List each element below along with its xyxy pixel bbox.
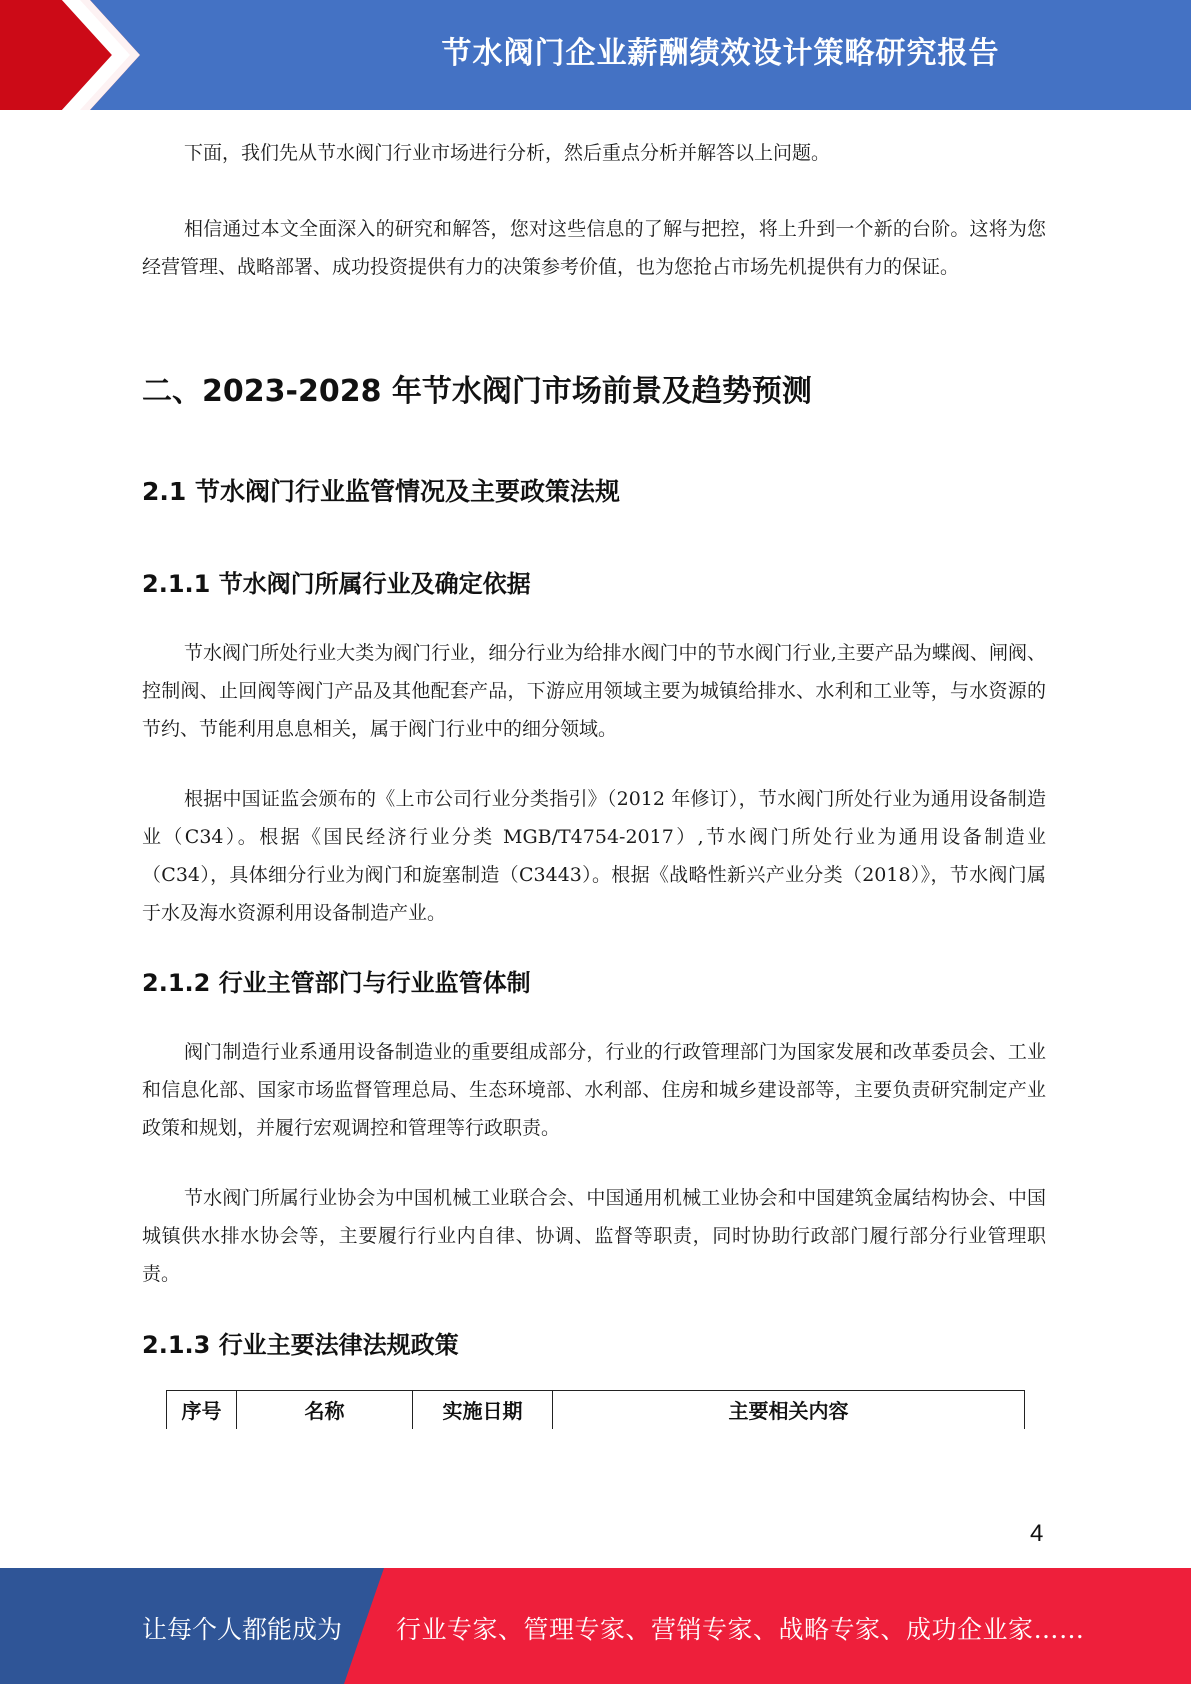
paragraph-2-1-1-a: 节水阀门所处行业大类为阀门行业，细分行业为给排水阀门中的节水阀门行业,主要产品为蝶阀、闸阀、控制阀、止回阀等阀门产品及其他配套产品，下游应用领域主要为城镇给排水、水利和工业等，与水资源的节约、节能利用息息相关，属于阀门行业中的细分领域。 bbox=[142, 642, 1046, 740]
page-footer bbox=[0, 1568, 1191, 1684]
paragraph-2-1-2-a: 阀门制造行业系通用设备制造业的重要组成部分，行业的行政管理部门为国家发展和改革委员会、工业和信息化部、国家市场监督管理总局、生态环境部、水利部、住房和城乡建设部等，主要负责研究制定产业政策和规划，并履行宏观调控和管理等行政职责。 bbox=[142, 1041, 1046, 1139]
footer-slogan-right: 行业专家、管理专家、营销专家、战略专家、成功企业家…… bbox=[396, 1615, 1085, 1644]
page-number: 4 bbox=[1030, 1520, 1044, 1547]
footer-slogan-left: 让每个人都能成为 bbox=[142, 1615, 343, 1644]
subsection-heading-2-1-2: 2.1.2 行业主管部门与行业监管体制 bbox=[142, 969, 531, 997]
section-heading: 二、2023-2028 年节水阀门市场前景及趋势预测 bbox=[142, 374, 812, 409]
report-title: 节水阀门企业薪酬绩效设计策略研究报告 bbox=[441, 36, 1000, 71]
paragraph-2-1-2-b: 节水阀门所属行业协会为中国机械工业联合会、中国通用机械工业协会和中国建筑金属结构协会、中国城镇供水排水协会等，主要履行行业内自律、协调、监督等职责，同时协助行政部门履行部分行业管理职责。 bbox=[142, 1187, 1046, 1285]
intro-paragraph-1: 下面，我们先从节水阀门行业市场进行分析，然后重点分析并解答以上问题。 bbox=[184, 142, 831, 164]
paragraph-2-1-1-b: 根据中国证监会颁布的《上市公司行业分类指引》（2012 年修订），节水阀门所处行业为通用设备制造业（C34）。根据《国民经济行业分类 MGB/T4754-2017）,节水阀门所处行业为通用设备制造业（C34），具体细分行业为阀门和旋塞制造（C3443）。根据《战略性新兴产业分类（2018）》，节水阀门属于水及海水资源利用设备制造产业。 bbox=[142, 788, 1046, 924]
intro-paragraph-2: 相信通过本文全面深入的研究和解答，您对这些信息的了解与把控，将上升到一个新的台阶。这将为您经营管理、战略部署、成功投资提供有力的决策参考价值，也为您抢占市场先机提供有力的保证。 bbox=[142, 218, 1046, 278]
table-header-row bbox=[167, 1391, 1025, 1429]
table-header-name: 名称 bbox=[237, 1391, 413, 1429]
table-header-content: 主要相关内容 bbox=[553, 1391, 1025, 1429]
subsection-heading-2-1-3: 2.1.3 行业主要法律法规政策 bbox=[142, 1331, 459, 1359]
table-header-date: 实施日期 bbox=[413, 1391, 553, 1429]
regulations-table bbox=[166, 1390, 1025, 1429]
table-header-index: 序号 bbox=[167, 1391, 237, 1429]
subsection-heading-2-1-1: 2.1.1 节水阀门所属行业及确定依据 bbox=[142, 570, 531, 598]
subsection-heading-2-1: 2.1 节水阀门行业监管情况及主要政策法规 bbox=[142, 477, 620, 506]
page-header bbox=[0, 0, 1191, 110]
